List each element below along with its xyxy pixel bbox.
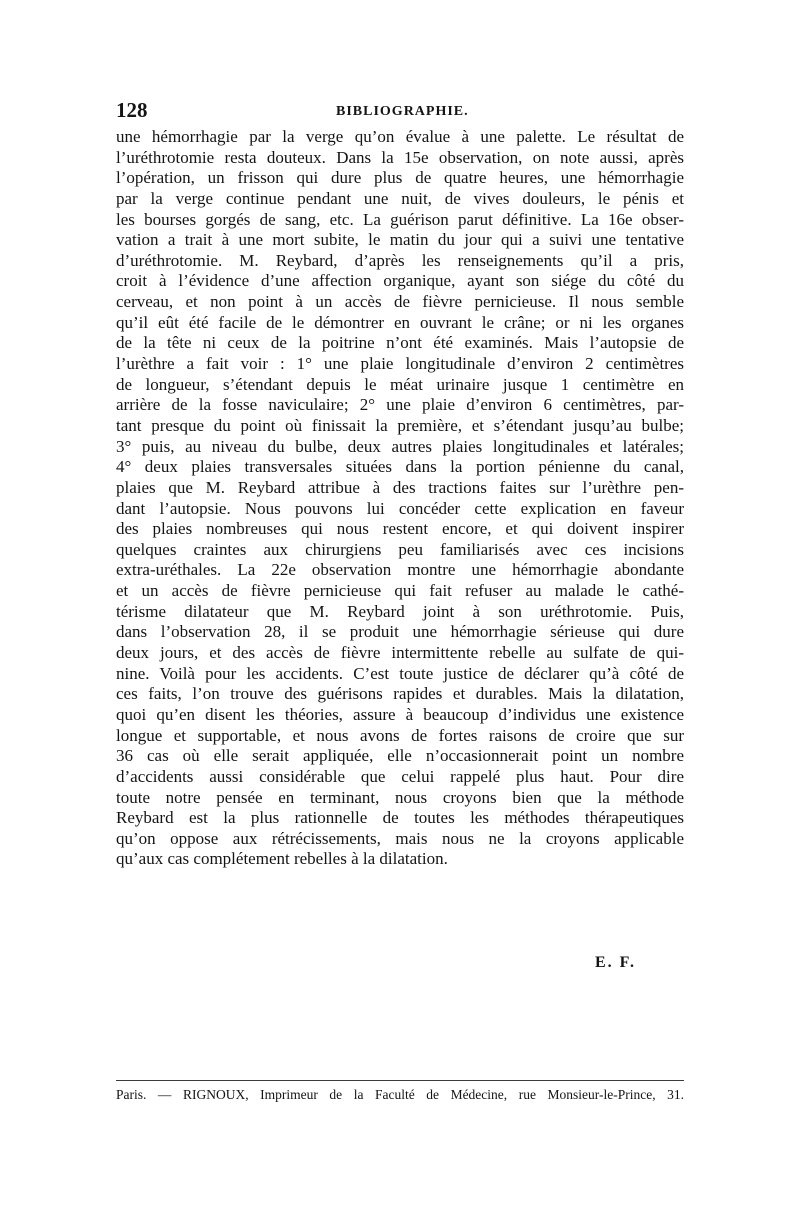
text-line: qu’il eût été facile de le démontrer en ouvrant le crâne; or ni les organes	[116, 312, 684, 332]
text-line: 3° puis, au niveau du bulbe, deux autres plaies longitudinales et latérales;	[116, 436, 684, 456]
body-text	[116, 127, 684, 870]
text-line: une hémorrhagie par la verge qu’on évalue à une palette. Le résultat de	[116, 127, 684, 146]
signature: E. F.	[595, 954, 636, 971]
text-line: l’urèthre a fait voir : 1° une plaie longitudinale d’environ 2 centimètres	[116, 354, 684, 374]
text-line: quoi qu’en disent les théories, assure à beaucoup d’individus une existence	[116, 704, 684, 724]
text-line: toute notre pensée en terminant, nous croyons bien que la méthode	[116, 787, 684, 807]
text-line: tant presque du point où finissait la première, et s’étendant jusqu’au bulbe;	[116, 415, 684, 435]
text-line: qu’aux cas complétement rebelles à la dilatation.	[116, 849, 448, 869]
text-line: arrière de la fosse naviculaire; 2° une plaie d’environ 6 centimètres, par-	[116, 395, 684, 415]
text-line: longue et supportable, et nous avons de fortes raisons de croire que sur	[116, 725, 684, 745]
page-number: 128	[116, 98, 148, 122]
text-line: dans l’observation 28, il se produit une hémorrhagie sérieuse qui dure	[116, 622, 684, 642]
text-line: qu’on oppose aux rétrécissements, mais nous ne la croyons applicable	[116, 828, 684, 848]
text-line: par la verge continue pendant une nuit, de vives douleurs, le pénis et	[116, 188, 684, 208]
text-line: des plaies nombreuses qui nous restent encore, et qui doivent inspirer	[116, 519, 684, 539]
text-line: d’accidents aussi considérable que celui rappelé plus haut. Pour dire	[116, 766, 684, 786]
text-line: plaies que M. Reybard attribue à des tractions faites sur l’urèthre pen-	[116, 477, 684, 497]
text-line: dant l’autopsie. Nous pouvons lui concéder cette explication en faveur	[116, 498, 684, 518]
text-line: deux jours, et des accès de fièvre intermittente rebelle au sulfate de qui-	[116, 643, 684, 663]
text-line: l’uréthrotomie resta douteux. Dans la 15e observation, on note aussi, après	[116, 147, 684, 167]
text-line: cerveau, et non point à un accès de fièvre pernicieuse. Il nous semble	[116, 292, 684, 312]
text-line: Reybard est la plus rationnelle de toutes les méthodes thérapeutiques	[116, 808, 684, 828]
text-line: les bourses gorgés de sang, etc. La guérison parut définitive. La 16e obser-	[116, 209, 684, 229]
text-line: nine. Voilà pour les accidents. C’est toute justice de déclarer qu’à côté de	[116, 663, 684, 683]
text-line: térisme dilatateur que M. Reybard joint à son uréthrotomie. Puis,	[116, 601, 684, 621]
text-line: quelques craintes aux chirurgiens peu familiarisés avec ces incisions	[116, 539, 684, 559]
text-line: ces faits, l’on trouve des guérisons rapides et durables. Mais la dilatation,	[116, 684, 684, 704]
text-line: 36 cas où elle serait appliquée, elle n’occasionnerait point un nombre	[116, 746, 684, 766]
text-line: et un accès de fièvre pernicieuse qui fait refuser au malade le cathé-	[116, 581, 684, 601]
text-line: de la tête ni ceux de la poitrine n’ont été examinés. Mais l’autopsie de	[116, 333, 684, 353]
printer-imprint: Paris. — RIGNOUX, Imprimeur de la Faculté de Médecine, rue Monsieur-le-Prince, 31.	[116, 1087, 684, 1102]
footer-rule	[116, 1080, 684, 1081]
text-line: croit à l’évidence d’une affection organique, ayant son siége du côté du	[116, 271, 684, 291]
running-head: BIBLIOGRAPHIE.	[336, 104, 469, 119]
text-line: d’uréthrotomie. M. Reybard, d’après les renseignements qu’il a pris,	[116, 250, 684, 270]
text-line: vation a trait à une mort subite, le matin du jour qui a suivi une tentative	[116, 230, 684, 250]
text-line: l’opération, un frisson qui dure plus de quatre heures, une hémorrhagie	[116, 168, 684, 188]
text-line: 4° deux plaies transversales situées dans la portion pénienne du canal,	[116, 457, 684, 477]
text-line: extra-uréthales. La 22e observation montre une hémorrhagie abondante	[116, 560, 684, 580]
text-line: de longueur, s’étendant depuis le méat urinaire jusque 1 centimètre en	[116, 374, 684, 394]
